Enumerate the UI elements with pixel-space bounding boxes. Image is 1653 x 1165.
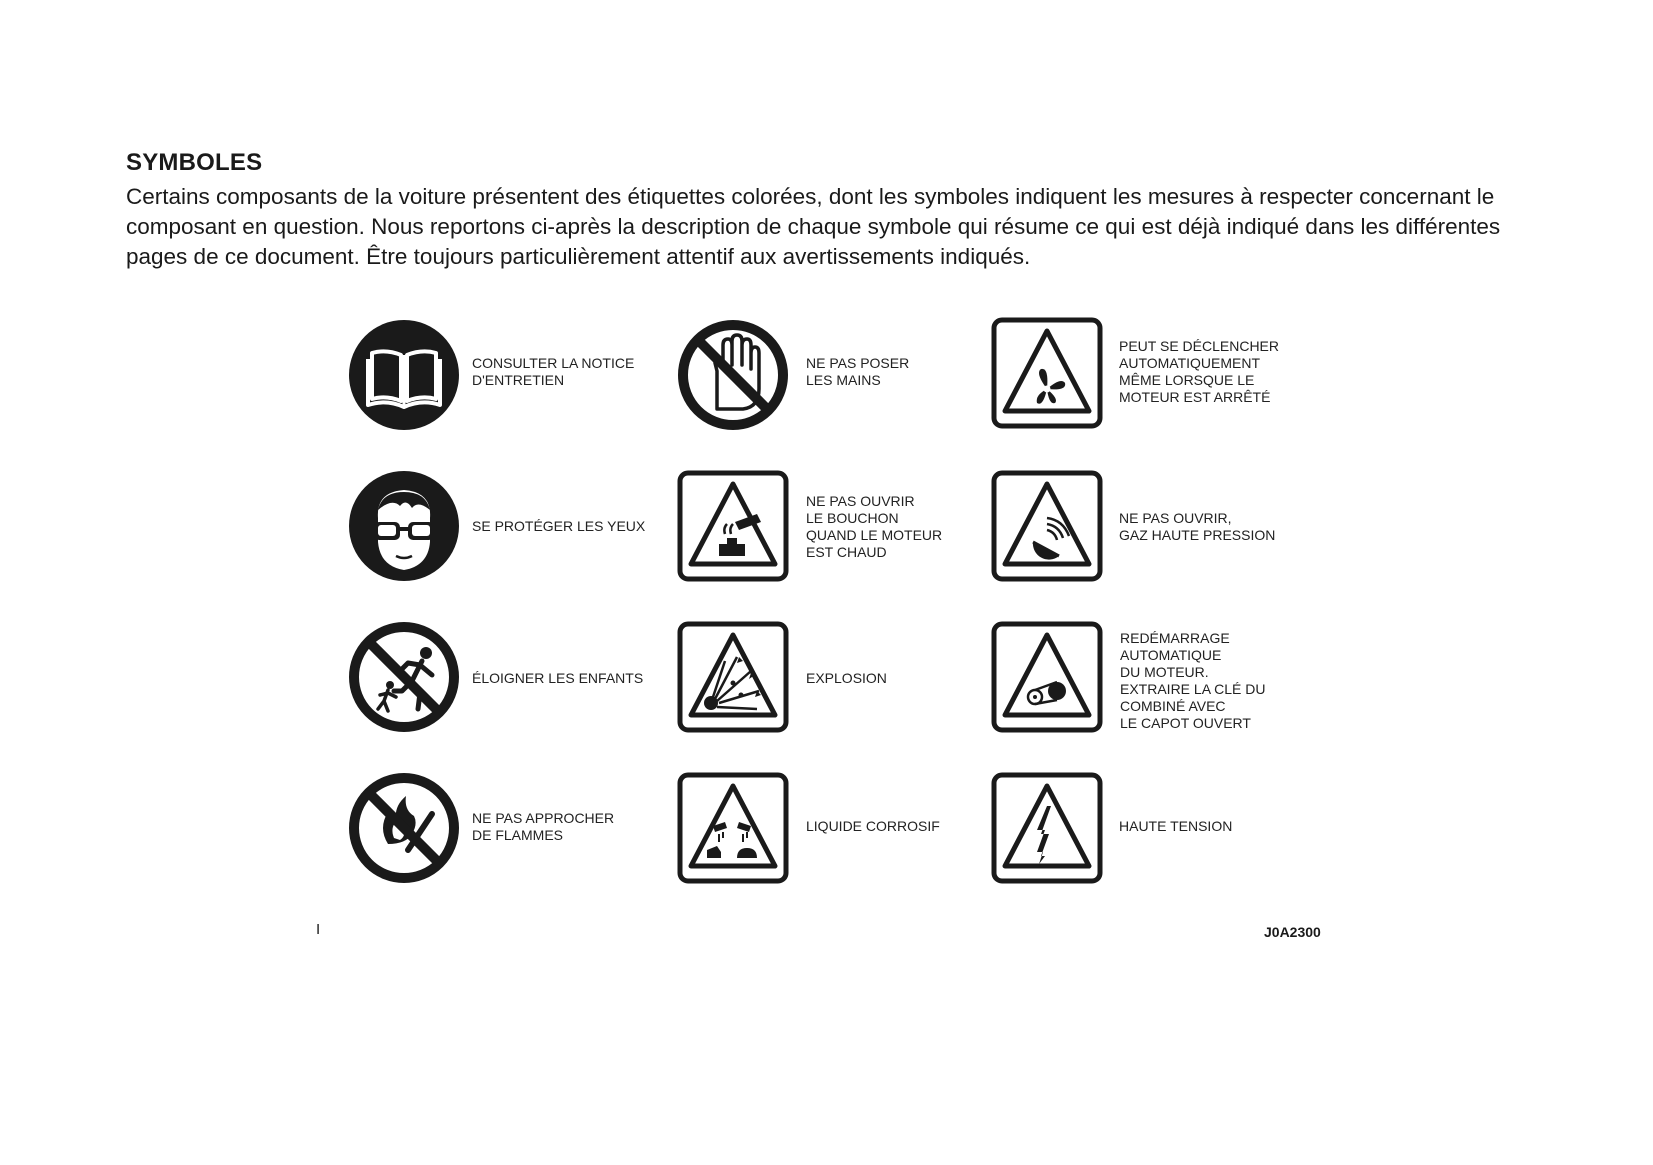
no-children-icon [348,621,460,733]
page-title: SYMBOLES [126,149,263,176]
high-voltage-warning-icon [991,772,1103,884]
symbol-label-belt: REDÉMARRAGE AUTOMATIQUE DU MOTEUR. EXTRAIRE LA CLÉ DU COMBINÉ AVEC LE CAPOT OUVERT [1120,630,1266,731]
corrosive-warning-icon [677,772,789,884]
symbol-label-corrosive: LIQUIDE CORROSIF [806,818,940,834]
symbol-label-book: CONSULTER LA NOTICE D'ENTRETIEN [472,355,635,388]
symbol-label-voltage: HAUTE TENSION [1119,818,1233,834]
symbol-label-no-hand: NE PAS POSER LES MAINS [806,355,910,388]
figure-code: J0A2300 [1264,924,1321,940]
intro-paragraph: Certains composants de la voiture présentent des étiquettes colorées, dont les symboles indiquent les mesures à respecter concernant le composant en question. Nous reportons ci-après la description de chaque symbole qui résume ce qui est déjà indiqué dans les différentes pages de ce document. Être toujours particulièrement attentif aux avertissements indiqués. [126,184,1501,269]
book-icon [348,319,460,431]
symbol-label-explosion: EXPLOSION [806,670,887,686]
symbol-label-fan: PEUT SE DÉCLENCHER AUTOMATIQUEMENT MÊME LORSQUE LE MOTEUR EST ARRÊTÉ [1119,338,1280,405]
symbol-label-goggles: SE PROTÉGER LES YEUX [472,518,646,534]
goggles-icon [348,470,460,582]
symbol-label-children: ÉLOIGNER LES ENFANTS [472,670,644,686]
symbol-label-hot-cap: NE PAS OUVRIR LE BOUCHON QUAND LE MOTEUR EST CHAUD [806,493,943,560]
symbol-label-flame: NE PAS APPROCHER DE FLAMMES [472,810,615,843]
explosion-warning-icon [677,621,789,733]
hot-cap-warning-icon [677,470,789,582]
no-hand-icon [677,319,789,431]
belt-warning-icon [991,621,1103,733]
symbol-label-pressure: NE PAS OUVRIR, GAZ HAUTE PRESSION [1119,510,1276,543]
no-flame-icon [348,772,460,884]
page-marker: I [316,921,321,938]
pressure-warning-icon [991,470,1103,582]
fan-warning-icon [991,317,1103,429]
